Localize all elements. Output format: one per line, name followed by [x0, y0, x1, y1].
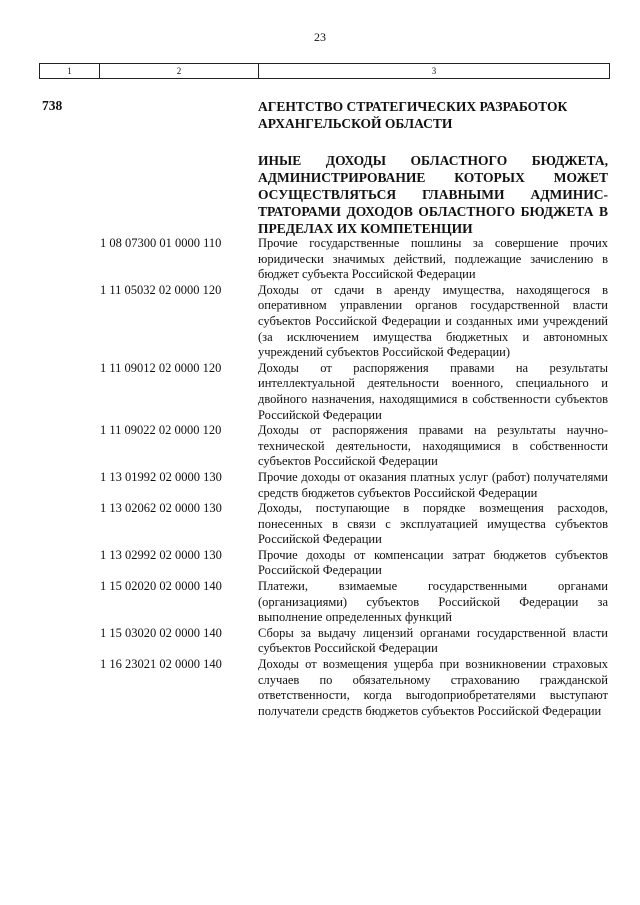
column-header-3: 3	[259, 64, 610, 79]
table-row	[0, 501, 640, 548]
table-row	[0, 470, 640, 501]
column-header-1: 1	[40, 64, 100, 79]
income-description: Доходы от возмещения ущерба при возникновении страховых случаев по обязательному страхованию гражданской ответственности, когда выгодоприобретателями выступают получатели средств бюджетов субъектов Российской Федерации	[258, 657, 608, 718]
income-code: 1 13 01992 02 0000 130	[100, 469, 222, 484]
income-description: Доходы от распоряжения правами на результаты интеллектуальной деятельности военного, специального и двойного назначения, находящимися в собственности субъектов Российской Федерации	[258, 360, 608, 422]
column-header-row	[40, 64, 610, 79]
income-description: Доходы от распоряжения правами на результаты научно-технической деятельности, находящимися в собственности субъектов Российской Федерации	[258, 423, 608, 469]
income-description: Доходы от сдачи в аренду имущества, находящегося в оперативном управлении органов государственной власти субъектов Российской Федерации и созданных ими учреждений (за исключением имущества бюджетных и автономных учреждений субъектов Российской Федерации)	[258, 282, 608, 360]
income-code: 1 11 05032 02 0000 120	[100, 282, 222, 297]
column-header-table	[39, 63, 610, 79]
income-description: Прочие государственные пошлины за совершение прочих юридически значимых действий, подлежащие зачислению в бюджет субъекта Российской Федерации	[258, 236, 608, 282]
income-description: Прочие доходы от оказания платных услуг (работ) получателями средств бюджетов субъектов Российской Федерации	[258, 469, 608, 500]
income-description: Сборы за выдачу лицензий органами государственной власти субъектов Российской Федерации	[258, 625, 608, 656]
table-row	[0, 283, 640, 361]
income-code: 1 16 23021 02 0000 140	[100, 657, 222, 672]
income-description: Прочие доходы от компенсации затрат бюджетов субъектов Российской Федерации	[258, 547, 608, 578]
income-code: 1 15 02020 02 0000 140	[100, 579, 222, 594]
income-code: 1 13 02062 02 0000 130	[100, 501, 222, 516]
column-header-2: 2	[100, 64, 259, 79]
table-row	[0, 548, 640, 579]
page-number: 23	[314, 30, 326, 44]
table-row	[0, 626, 640, 657]
income-code-list	[0, 236, 640, 719]
table-row	[0, 579, 640, 626]
agency-name: АГЕНТСТВО СТРАТЕГИЧЕСКИХ РАЗРАБОТОК АРХАНГЕЛЬСКОЙ ОБЛАСТИ	[258, 99, 568, 131]
table-row	[0, 361, 640, 423]
income-code: 1 11 09022 02 0000 120	[100, 423, 222, 438]
table-row	[0, 423, 640, 470]
income-code: 1 08 07300 01 0000 110	[100, 236, 222, 250]
table-row	[0, 657, 640, 719]
income-code: 1 11 09012 02 0000 120	[100, 360, 222, 375]
income-code: 1 15 03020 02 0000 140	[100, 625, 222, 640]
income-description: Доходы, поступающие в порядке возмещения расходов, понесенных в связи с эксплуатацией имущества субъектов Российской Федерации	[258, 501, 608, 547]
section-title: ИНЫЕ ДОХОДЫ ОБЛАСТНОГО БЮДЖЕТА, АДМИНИСТРИРОВАНИЕ КОТОРЫХ МОЖЕТ ОСУЩЕСТВЛЯТЬСЯ ГЛАВНЫМИ АДМИНИС-ТРАТОРАМИ ДОХОДОВ ОБЛАСТНОГО БЮДЖЕТА В ПРЕДЕЛАХ ИХ КОМПЕТЕНЦИИ	[258, 153, 608, 236]
income-code: 1 13 02992 02 0000 130	[100, 547, 222, 562]
income-description: Платежи, взимаемые государственными органами (организациями) субъектов Российской Федерации за выполнение определенных функций	[258, 579, 608, 625]
table-row	[0, 236, 640, 283]
agency-code: 738	[42, 98, 63, 113]
